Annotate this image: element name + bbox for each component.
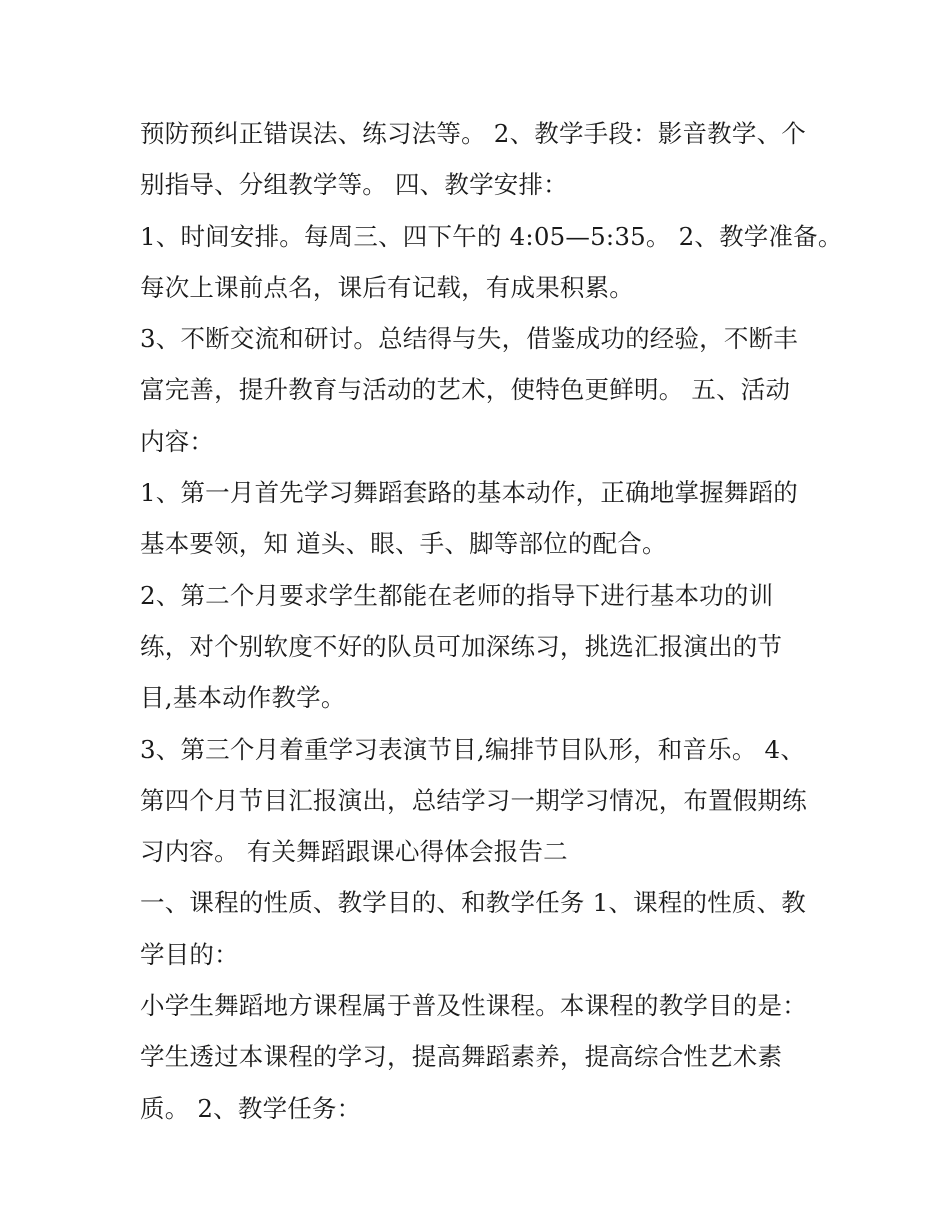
text-line-7: 内容： (140, 426, 215, 456)
text-line-6: 富完善，提升教育与活动的艺术，使特色更鲜明。 五、活动 (140, 375, 791, 405)
text-line-1: 预防预纠正错误法、练习法等。 2、教学手段：影音教学、个 (140, 119, 806, 148)
document-body (140, 108, 843, 1134)
text-line-2: 别指导、分组教学等。 四、教学安排： (140, 170, 568, 200)
text-line-9: 基本要领，知 道头、眼、手、脚等部位的配合。 (140, 529, 667, 559)
text-line-17: 学目的： (140, 939, 239, 969)
text-line-15: 习内容。 有关舞蹈跟课心得体会报告二 (140, 837, 568, 867)
text-line-12: 目,基本动作教学。 (140, 683, 346, 713)
text-line-13: 3、第三个月着重学习表演节目,编排节目队形，和音乐。 4、 (140, 734, 806, 764)
text-line-5: 3、不断交流和研讨。总结得与失，借鉴成功的经验，不断丰 (140, 324, 798, 354)
text-line-16: 一、课程的性质、教学目的、和教学任务 1、课程的性质、教 (140, 888, 806, 918)
text-line-10: 2、第二个月要求学生都能在老师的指导下进行基本功的训 (140, 580, 774, 610)
text-line-20: 质。 2、教学任务： (140, 1093, 362, 1123)
text-line-4: 每次上课前点名，课后有记载，有成果积累。 (140, 272, 634, 302)
text-line-19: 学生透过本课程的学习，提高舞蹈素养，提高综合性艺术素 (140, 1042, 783, 1072)
text-line-8: 1、第一月首先学习舞蹈套路的基本动作，正确地掌握舞蹈的 (140, 478, 798, 508)
text-line-14: 第四个月节目汇报演出，总结学习一期学习情况，布置假期练 (140, 785, 807, 815)
text-line-3: 1、时间安排。每周三、四下午的 4:05—5:35。 2、教学准备。 (140, 221, 843, 251)
text-line-18: 小学生舞蹈地方课程属于普及性课程。本课程的教学目的是： (140, 991, 807, 1021)
text-line-11: 练，对个别软度不好的队员可加深练习，挑选汇报演出的节 (140, 631, 783, 661)
